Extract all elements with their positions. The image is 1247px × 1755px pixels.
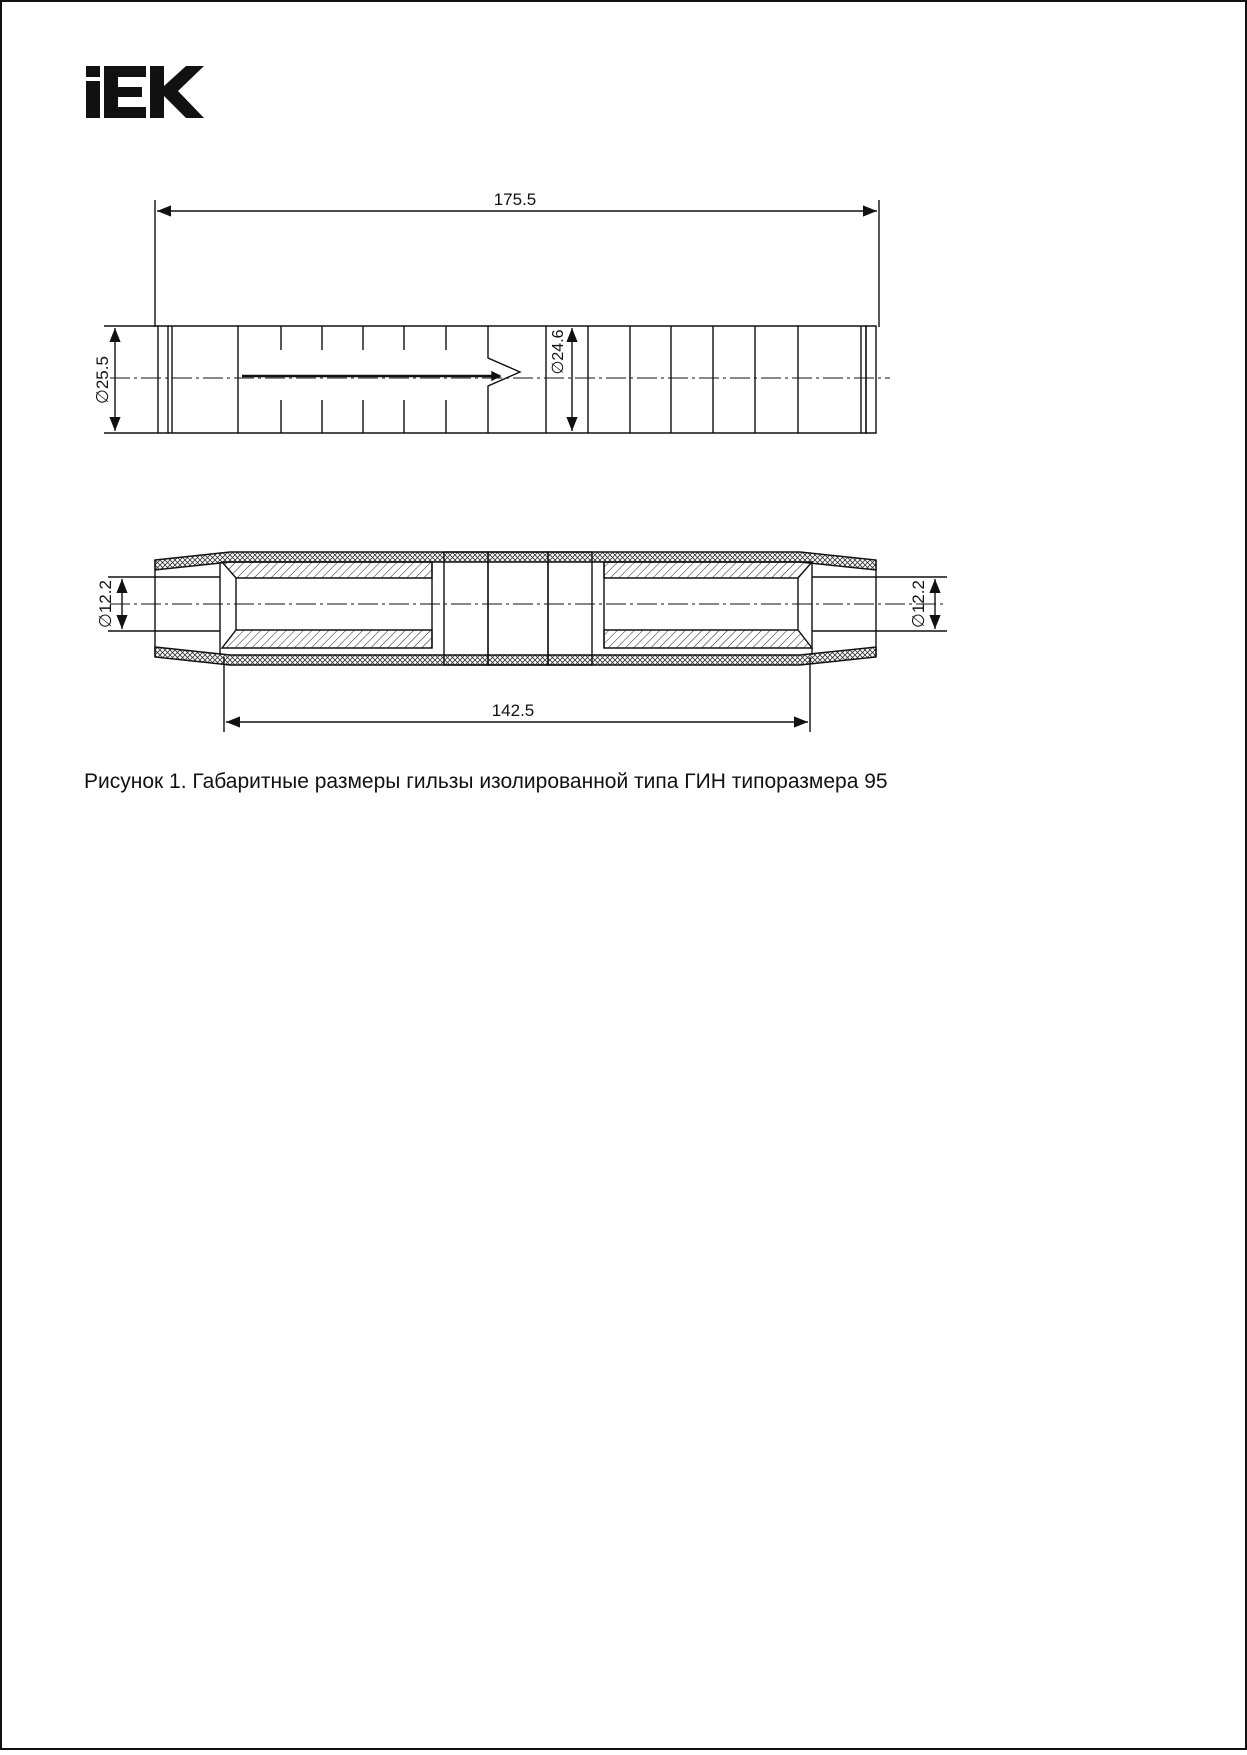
figure-caption: Рисунок 1. Габаритные размеры гильзы изолированной типа ГИН типоразмера 95 bbox=[84, 770, 888, 793]
outer-diameter-label: ∅25.5 bbox=[93, 356, 112, 404]
left-bore-diameter-label: ∅12.2 bbox=[96, 580, 115, 628]
center-diameter-label: ∅24.6 bbox=[550, 329, 567, 375]
inner-length-label: 142.5 bbox=[491, 701, 535, 720]
right-bore-diameter-label: ∅12.2 bbox=[909, 580, 928, 628]
iek-logo bbox=[86, 66, 204, 118]
overall-length-label: 175.5 bbox=[493, 190, 537, 209]
top-view bbox=[104, 200, 890, 433]
page-border bbox=[1, 1, 1246, 1749]
